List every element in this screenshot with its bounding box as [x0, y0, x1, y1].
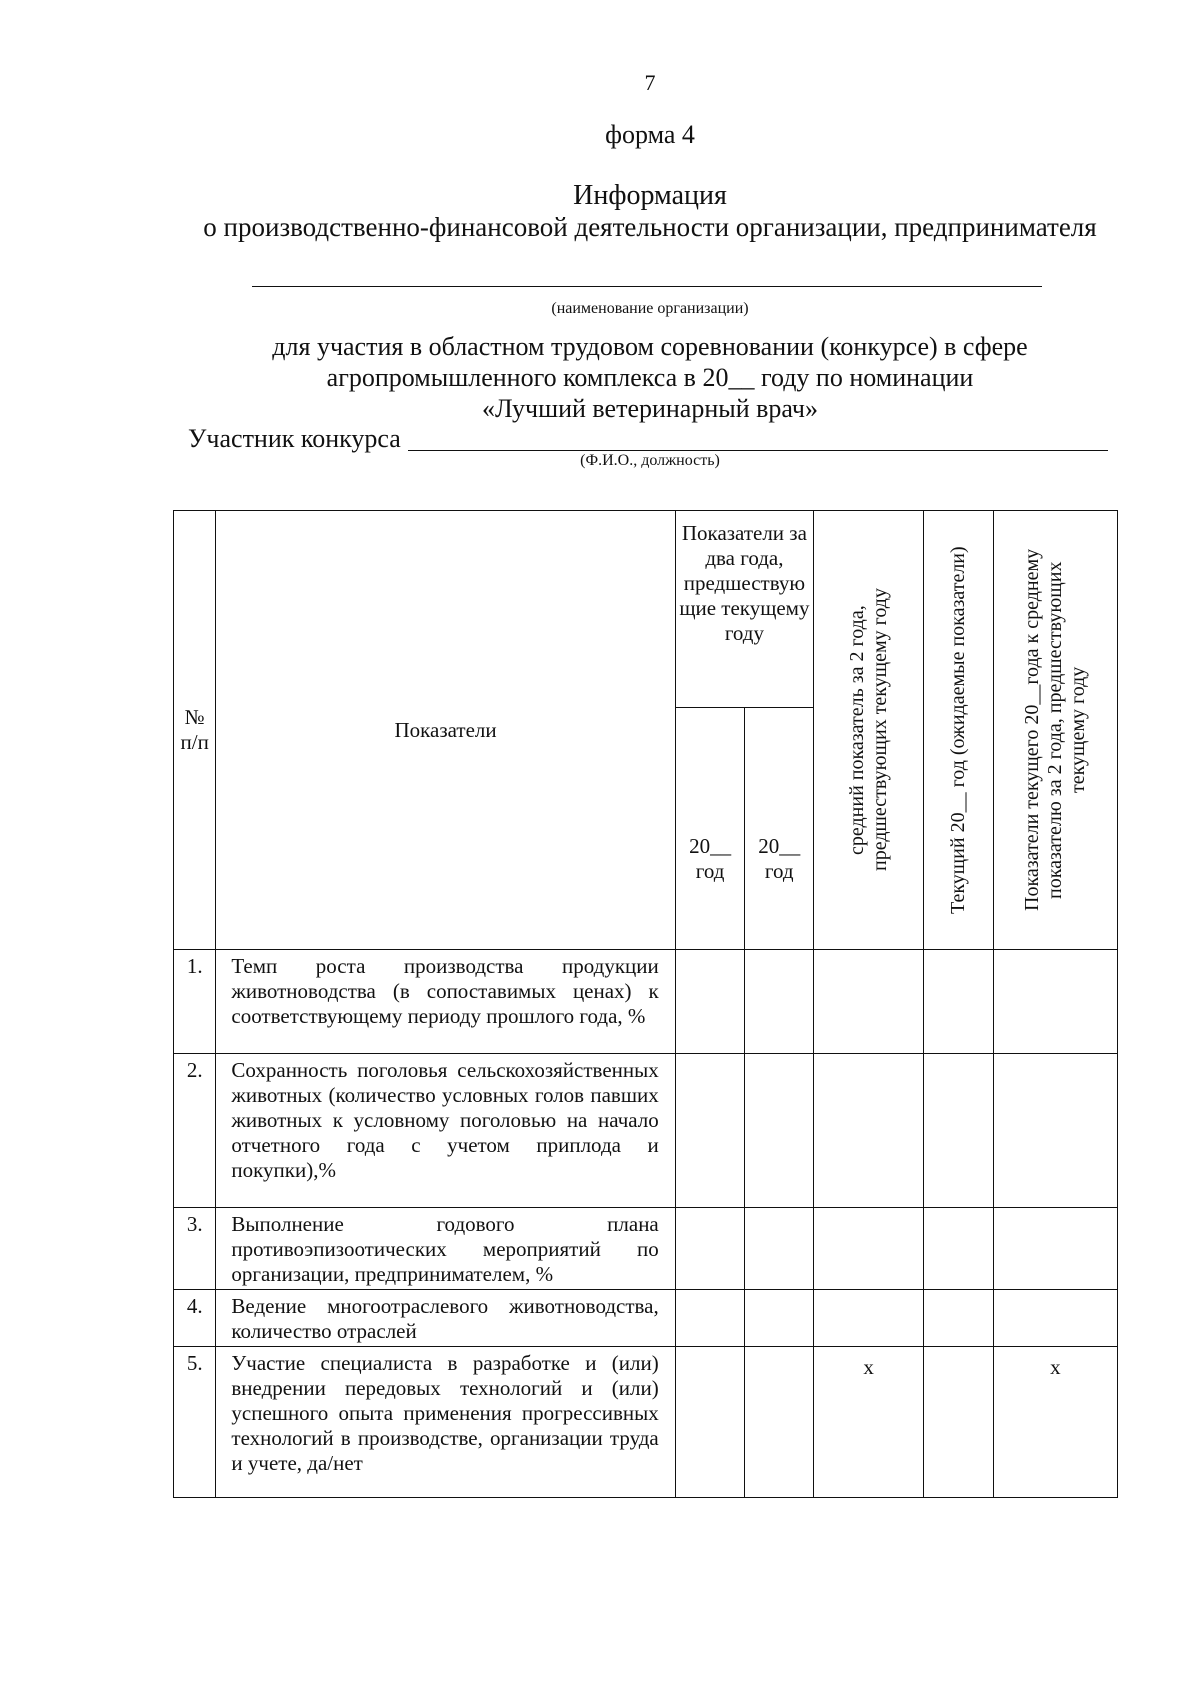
row-average-value: [814, 1208, 924, 1290]
header-average-text: средний показатель за 2 года, предшествующих текущему году: [845, 588, 891, 872]
row-ratio-value: [993, 1054, 1117, 1208]
purpose-line-2: агропромышленного комплекса в 20__ году по номинации: [326, 363, 974, 392]
indicators-table: [173, 510, 1118, 1498]
row-year1-value: [675, 1290, 745, 1347]
row-indicator: Участие специалиста в разработке и (или) внедрении передовых технологий и (или) успешного опыта применения прогрессивных технологий в производстве, организации труда и учете, да/нет: [216, 1347, 675, 1498]
row-average-value: [814, 950, 924, 1054]
row-indicator: Ведение многоотраслевого животноводства, количество отраслей: [216, 1290, 675, 1347]
row-average-value: [814, 1290, 924, 1347]
row-current-value: [924, 1290, 994, 1347]
row-year2-value: [745, 1347, 814, 1498]
row-year1-value: [675, 950, 745, 1054]
table-row: [174, 1054, 1118, 1208]
document-title: Информация: [573, 180, 727, 211]
header-num: № п/п: [174, 511, 216, 950]
organization-name-line: [252, 286, 1042, 287]
row-number: 4.: [174, 1290, 216, 1347]
row-year1-value: [675, 1208, 745, 1290]
header-current-text: Текущий 20__ год (ожидаемые показатели): [946, 546, 969, 914]
row-year2-value: [745, 1290, 814, 1347]
row-ratio-value: [993, 1208, 1117, 1290]
row-number: 5.: [174, 1347, 216, 1498]
fio-caption: (Ф.И.О., должность): [580, 452, 720, 469]
row-indicator: Выполнение годового плана противоэпизоотических мероприятий по организации, предпринимателем, %: [216, 1208, 675, 1290]
row-ratio-value: x: [993, 1347, 1117, 1498]
row-ratio-value: [993, 1290, 1117, 1347]
row-number: 1.: [174, 950, 216, 1054]
header-current: [924, 511, 994, 950]
header-indicators: Показатели: [216, 511, 675, 950]
purpose-line-3: «Лучший ветеринарный врач»: [482, 394, 818, 423]
row-year2-value: [745, 1208, 814, 1290]
row-indicator: Сохранность поголовья сельскохозяйственных животных (количество условных голов павших животных к условному поголовью на начало отчетного года с учетом приплода и покупки),%: [216, 1054, 675, 1208]
participant-name-line: [408, 450, 1108, 451]
row-current-value: [924, 1347, 994, 1498]
table-row: [174, 1208, 1118, 1290]
row-average-value: x: [814, 1347, 924, 1498]
document-subtitle: о производственно-финансовой деятельности организации, предпринимателя: [203, 212, 1097, 242]
row-year1-value: [675, 1347, 745, 1498]
table-row: [174, 950, 1118, 1054]
page-number: 7: [644, 70, 656, 95]
header-year-2: 20__ год: [745, 708, 814, 950]
row-current-value: [924, 950, 994, 1054]
header-average: [814, 511, 924, 950]
organization-caption: (наименование организации): [551, 300, 749, 317]
purpose-line-1: для участия в областном трудовом соревновании (конкурсе) в сфере: [272, 332, 1028, 361]
row-number: 3.: [174, 1208, 216, 1290]
header-ratio-text: Показатели текущего 20__года к среднему показателю за 2 года, предшествующих текущему году: [1020, 548, 1089, 912]
header-two-years: Показатели за два года, предшествую щие текущему году: [675, 511, 813, 708]
row-year2-value: [745, 1054, 814, 1208]
row-current-value: [924, 1208, 994, 1290]
row-year2-value: [745, 950, 814, 1054]
row-number: 2.: [174, 1054, 216, 1208]
header-ratio: [993, 511, 1117, 950]
form-label: форма 4: [605, 120, 695, 149]
table-row: [174, 1290, 1118, 1347]
row-indicator: Темп роста производства продукции животноводства (в сопоставимых ценах) к соответствующему периоду прошлого года, %: [216, 950, 675, 1054]
participant-label: Участник конкурса: [188, 424, 401, 453]
row-ratio-value: [993, 950, 1117, 1054]
row-current-value: [924, 1054, 994, 1208]
row-average-value: [814, 1054, 924, 1208]
row-year1-value: [675, 1054, 745, 1208]
header-year-1: 20__ год: [675, 708, 745, 950]
table-row: [174, 1347, 1118, 1498]
